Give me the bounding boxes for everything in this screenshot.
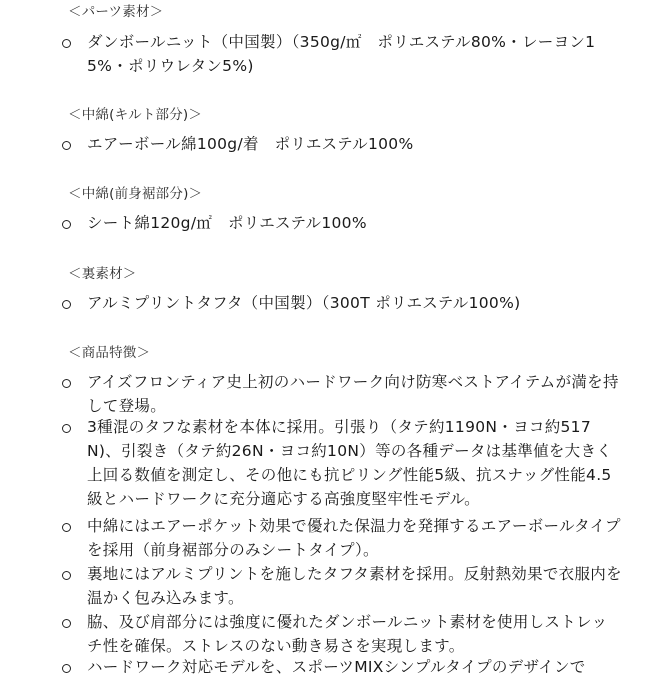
list-item-text: アイズフロンティア史上初のハードワーク向け防寒ベストアイテムが満を持して登場。 <box>87 373 619 415</box>
list-item <box>62 415 622 511</box>
bullet-circle-icon <box>62 39 71 48</box>
list-item <box>62 514 622 562</box>
list-item-text: シート綿120g/㎡ ポリエステル100% <box>87 214 367 232</box>
list-item-text: 脇、及び肩部分には強度に優れたダンボールニット素材を使用しストレッチ性を確保。ストレスのない動き易さを実現します。 <box>87 613 608 655</box>
section-heading-parts-material: ＜パーツ素材＞ <box>68 4 164 20</box>
section-heading-lining: ＜裏素材＞ <box>68 266 137 282</box>
bullet-circle-icon <box>62 220 71 229</box>
list-item-text: ダンボールニット（中国製）（350g/㎡ ポリエステル80%・レーヨン15%・ポリウレタン5%) <box>87 33 596 75</box>
list-item <box>62 370 622 418</box>
list-item-text: アルミプリントタフタ（中国製）（300T ポリエステル100%) <box>87 294 521 312</box>
list-item-text: 裏地にはアルミプリントを施したタフタ素材を採用。反射熱効果で衣服内を温かく包み込みます。 <box>87 565 622 607</box>
bullet-circle-icon <box>62 141 71 150</box>
bullet-circle-icon <box>62 523 71 532</box>
section-heading-batting-front-hem: ＜中綿(前身裾部分)＞ <box>68 186 203 202</box>
bullet-circle-icon <box>62 379 71 388</box>
list-item-text: 中綿にはエアーポケット効果で優れた保温力を発揮するエアーボールタイプを採用（前身裾部分のみシートタイプ）。 <box>87 517 621 559</box>
list-item-text: エアーボール綿100g/着 ポリエステル100% <box>87 135 414 153</box>
bullet-circle-icon <box>62 300 71 309</box>
list-item-text: ハードワーク対応モデルを、スポーツMIXシンプルタイプのデザインで <box>87 658 586 676</box>
section-heading-batting-quilt: ＜中綿(キルト部分)＞ <box>68 107 203 123</box>
list-item <box>62 610 622 658</box>
list-item <box>62 211 622 235</box>
bullet-circle-icon <box>62 664 71 673</box>
bullet-circle-icon <box>62 619 71 628</box>
bullet-circle-icon <box>62 571 71 580</box>
list-item <box>62 30 622 78</box>
list-item <box>62 291 622 315</box>
list-item <box>62 655 622 679</box>
list-item-text: 3種混のタフな素材を本体に採用。引張り（タテ約1190N・ヨコ約517N)、引裂き（タテ約26N・ヨコ約10N）等の各種データは基準値を大きく上回る数値を測定し、その他にも抗ピリング性能5級、抗スナッグ性能4.5級とハードワークに充分適応する高強度堅牢性モデル。 <box>87 418 613 508</box>
section-heading-features: ＜商品特徴＞ <box>68 345 151 361</box>
bullet-circle-icon <box>62 424 71 433</box>
list-item <box>62 562 622 610</box>
list-item <box>62 132 622 156</box>
